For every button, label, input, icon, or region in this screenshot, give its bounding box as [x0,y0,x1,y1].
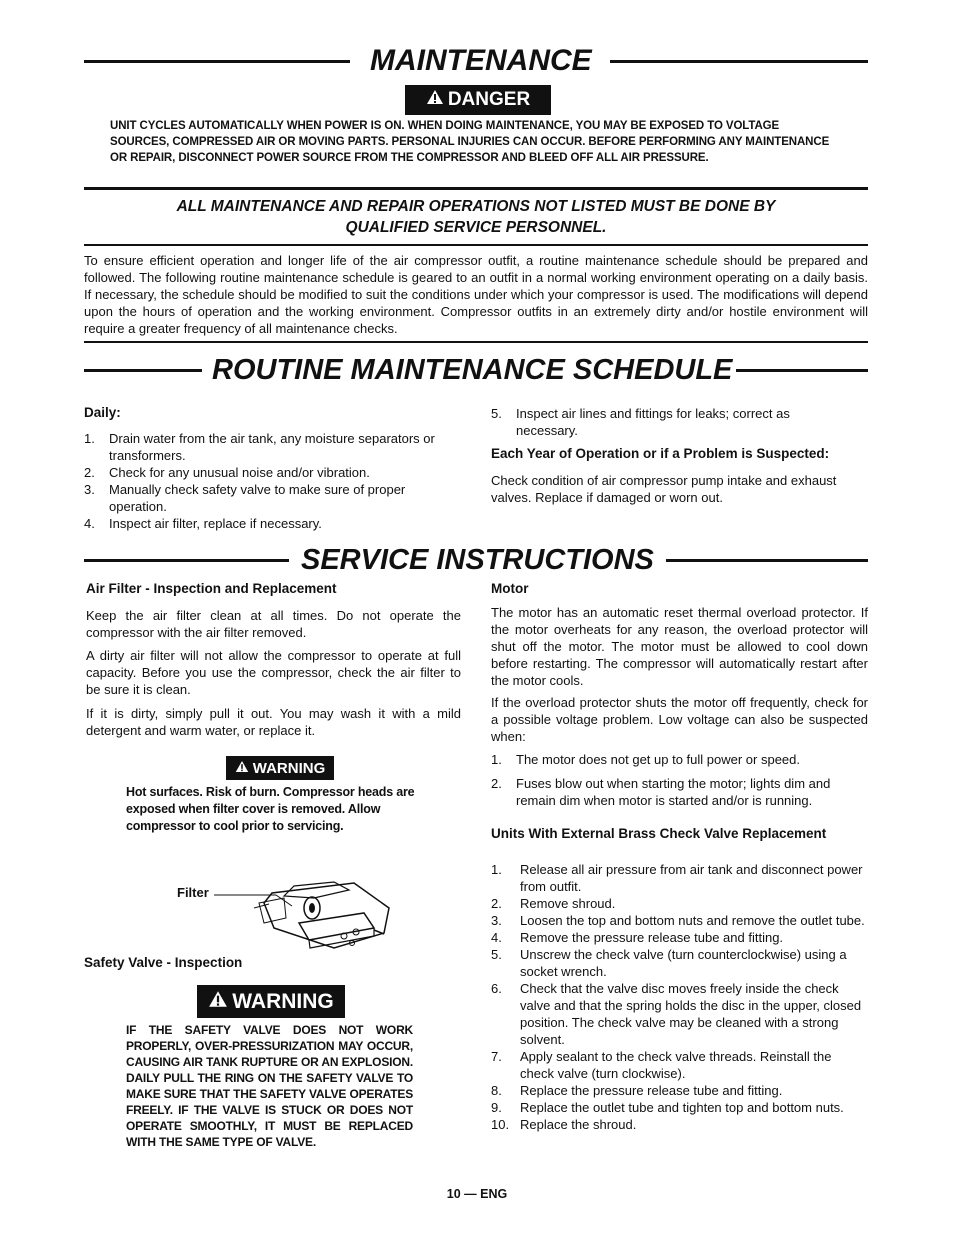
list-item [84,481,462,515]
check-valve-heading: Units With External Brass Check Valve Replacement [491,826,827,841]
maintenance-title: MAINTENANCE [370,44,592,77]
list-item [491,980,868,1048]
list-item [84,430,462,464]
item-number: 5. [491,406,502,421]
item-number: 1. [491,862,502,877]
air-filter-p1: Keep the air filter clean at all times. Do not operate the compressor with the air filter removed. [86,608,461,640]
service-title: SERVICE INSTRUCTIONS [301,543,654,576]
notice-line-2: QUALIFIED SERVICE PERSONNEL. [345,219,607,236]
item-number: 1. [84,431,95,446]
service-rule-right [666,559,868,562]
item-number: 2. [491,776,502,791]
item-text: Apply sealant to the check valve threads. Reinstall the check valve (turn clockwise). [520,1049,832,1081]
item-text: Loosen the top and bottom nuts and remove the outlet tube. [520,913,865,928]
list-item [491,751,868,768]
service-rule-left [84,559,289,562]
item-text: Remove the pressure release tube and fitting. [520,930,784,945]
list-item [491,775,868,809]
list-item [491,1116,868,1133]
item-number: 3. [84,482,95,497]
item-text: The motor does not get up to full power or speed. [516,752,801,767]
list-item [491,929,868,946]
item-number: 7. [491,1049,502,1064]
air-filter-heading: Air Filter - Inspection and Replacement [86,581,337,596]
motor-p1: The motor has an automatic reset thermal overload protector. If the motor overheats for any reason, the overload protector will shut off the motor. The motor must be allowed to cool down before restarting. The compressor will automatically restart after the motor cools. [491,605,868,688]
warning-triangle-icon [426,89,444,111]
page-number: 10 — ENG [446,1187,508,1201]
list-item [491,912,868,929]
warning-badge-1 [226,756,334,780]
item-text: Unscrew the check valve (turn counterclockwise) using a socket wrench. [520,947,847,979]
list-item [491,405,868,439]
rule-2 [84,244,868,246]
item-number: 1. [491,752,502,767]
notice-line-1: ALL MAINTENANCE AND REPAIR OPERATIONS NOT LISTED MUST BE DONE BY [176,198,776,215]
yearly-text: Check condition of air compressor pump intake and exhaust valves. Replace if damaged or worn out. [491,473,837,505]
maintenance-intro: To ensure efficient operation and longer life of the air compressor outfit, a routine maintenance schedule should be prepared and followed. The following routine maintenance schedule is geared to an outfit in a normal working environment operating on a daily basis. If necessary, the schedule should be modified to suit the conditions under which your compressor is used. The modifications will depend upon the hours of operation and the working environment. Compressor outfits in an extremely dirty and/or hostile environment will require a greater frequency of all maintenance checks. [84,253,868,336]
header-rule-left [84,60,350,63]
yearly-heading: Each Year of Operation or if a Problem is Suspected: [491,446,830,461]
maintenance-header [84,44,868,78]
service-header [84,541,868,579]
daily-list [84,430,462,532]
item-number: 4. [491,930,502,945]
motor-p2: If the overload protector shuts the motor off frequently, check for a possible voltage problem. Low voltage can also be suspected when: [491,695,868,744]
item-text: Inspect air lines and fittings for leaks; correct as necessary. [516,406,790,438]
filter-label: Filter [177,885,209,900]
warning-triangle-icon [235,760,249,777]
schedule-header [84,351,868,389]
item-text: Manually check safety valve to make sure of proper operation. [109,482,406,514]
rule-3 [84,341,868,343]
item-number: 4. [84,516,95,531]
list-item [491,946,868,980]
warning-2-text: IF THE SAFETY VALVE DOES NOT WORK PROPERLY, OVER-PRESSURIZATION MAY OCCUR, CAUSING AIR TANK RUPTURE OR AN EXPLOSION. DAILY PULL THE RING ON THE SAFETY VALVE TO MAKE SURE THAT THE SAFETY VALVE OPERATES FREELY. IF THE VALVE IS STUCK OR DOES NOT OPERATE SMOOTHLY, IT MUST BE REPLACED WITH THE SAME TYPE OF VALVE. [126,1023,413,1149]
item-number: 2. [491,896,502,911]
safety-valve-heading: Safety Valve - Inspection [84,955,243,970]
item-text: Replace the pressure release tube and fitting. [520,1083,783,1098]
item-text: Inspect air filter, replace if necessary. [109,516,322,531]
danger-badge [405,85,551,115]
item-text: Replace the outlet tube and tighten top and bottom nuts. [520,1100,844,1115]
item-number: 9. [491,1100,502,1115]
item-number: 5. [491,947,502,962]
danger-label: DANGER [447,89,531,110]
list-item [491,1082,868,1099]
schedule-title: ROUTINE MAINTENANCE SCHEDULE [212,353,733,386]
item-number: 6. [491,981,502,996]
schedule-rule-right [736,369,868,372]
warning-label: WARNING [232,989,334,1013]
item-text: Check that the valve disc moves freely inside the check valve and that the spring holds the disc in the upper, closed position. The check valve may be cleaned with a strong solvent. [520,981,862,1047]
item-text: Check for any unusual noise and/or vibration. [109,465,370,480]
item-text: Replace the shroud. [520,1117,637,1132]
item-text: Drain water from the air tank, any moisture separators or transformers. [109,431,435,463]
schedule-rule-left [84,369,202,372]
air-filter-p3: If it is dirty, simply pull it out. You may wash it with a mild detergent and warm water, or replace it. [86,706,461,738]
motor-heading: Motor [491,581,529,596]
daily-heading: Daily: [84,405,121,420]
daily-list-continued [491,405,868,439]
list-item [491,861,868,895]
air-filter-p2: A dirty air filter will not allow the compressor to operate at full capacity. Before you use the compressor, check the air filter to be sure it is clean. [86,648,461,697]
item-number: 2. [84,465,95,480]
item-number: 3. [491,913,502,928]
item-text: Remove shroud. [520,896,616,911]
air-filter-illustration [214,868,394,958]
danger-text: UNIT CYCLES AUTOMATICALLY WHEN POWER IS ON. WHEN DOING MAINTENANCE, YOU MAY BE EXPOSED TO VOLTAGE SOURCES, COMPRESSED AIR OR MOVING PARTS. PERSONAL INJURIES CAN OCCUR. BEFORE PERFORMING ANY MAINTENANCE OR REPAIR, DISCONNECT POWER SOURCE FROM THE COMPRESSOR AND BLEED OFF ALL AIR PRESSURE. [110,120,830,164]
item-text: Fuses blow out when starting the motor; lights dim and remain dim when motor is started and/or is running. [516,776,831,808]
warning-label: WARNING [252,759,326,777]
header-rule-right [610,60,868,63]
warning-1-text: Hot surfaces. Risk of burn. Compressor heads are exposed when filter cover is removed. Allow compressor to cool prior to servicing. [126,785,415,833]
list-item [491,1099,868,1116]
check-valve-list [491,861,868,1133]
warning-triangle-icon [208,990,228,1014]
warning-badge-2 [197,985,345,1018]
item-number: 10. [491,1117,510,1132]
list-item [84,464,462,481]
item-number: 8. [491,1083,502,1098]
list-item [84,515,462,532]
list-item [491,895,868,912]
list-item [491,1048,868,1082]
rule-1 [84,187,868,190]
motor-list [491,751,868,809]
item-text: Release all air pressure from air tank and disconnect power from outfit. [520,862,863,894]
